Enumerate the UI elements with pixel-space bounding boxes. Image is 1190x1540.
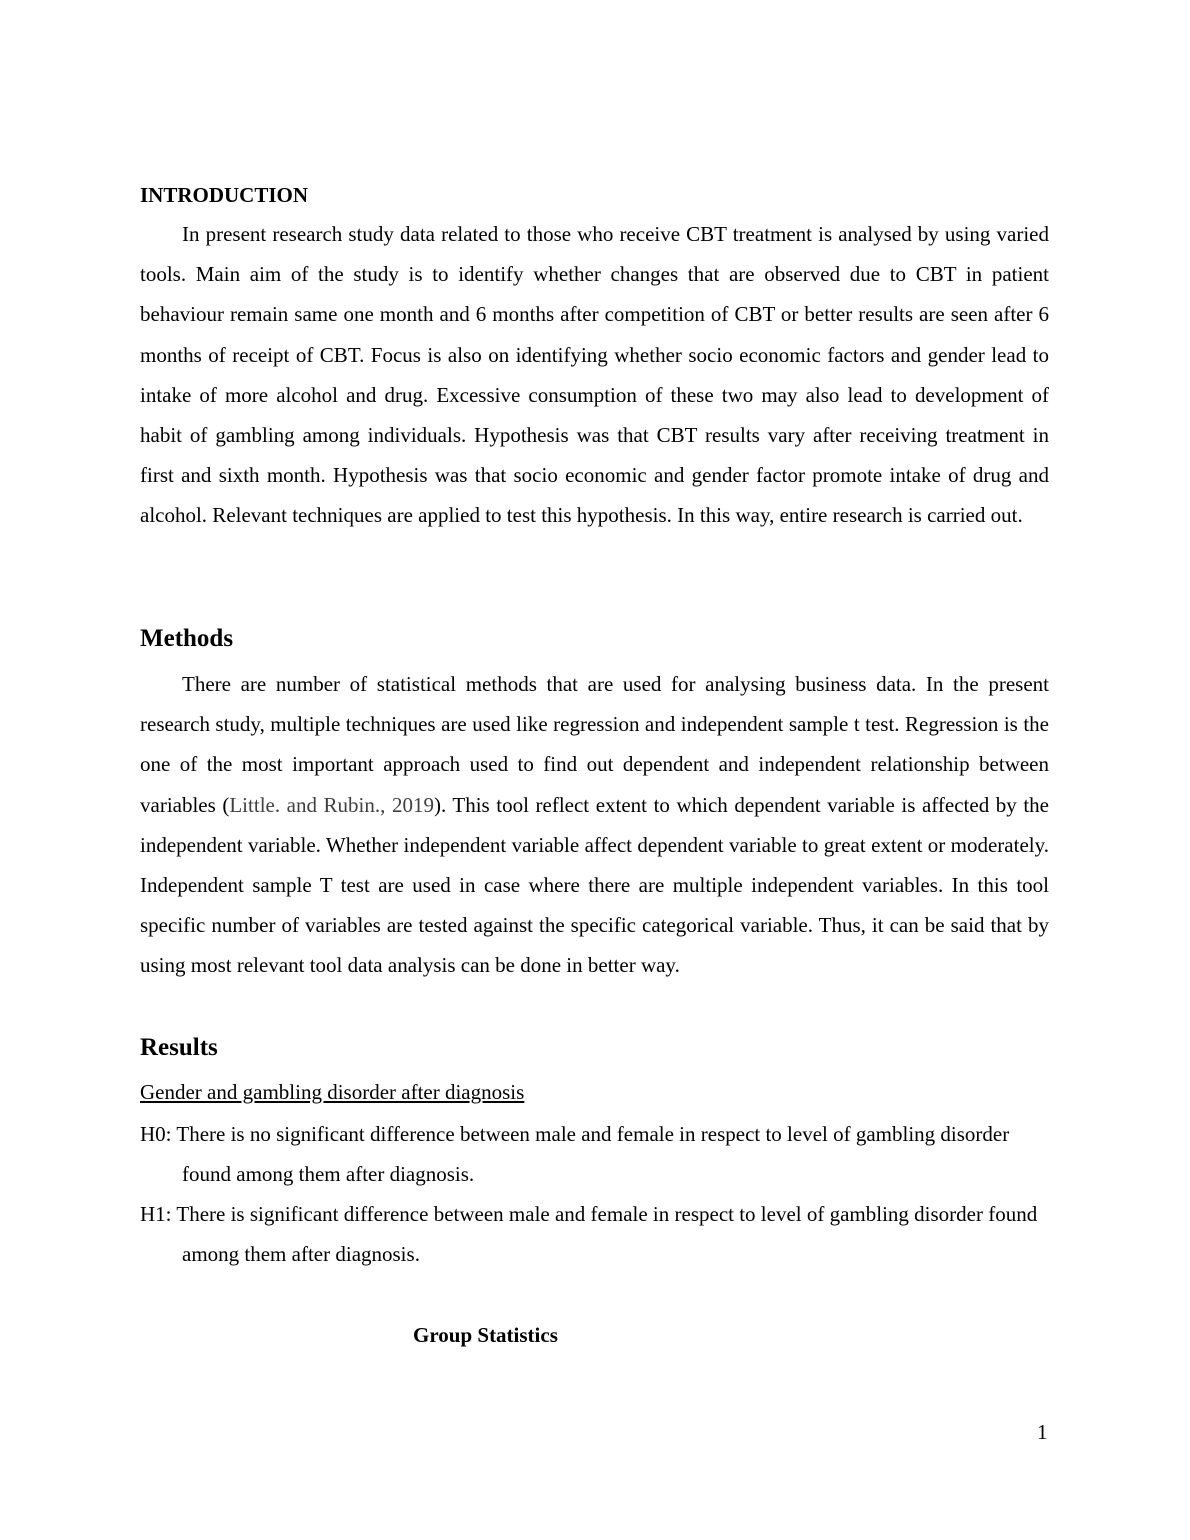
group-statistics-title: Group Statistics xyxy=(413,1323,558,1347)
citation: Little. and Rubin., 2019 xyxy=(229,792,434,817)
methods-text-part1: There are number of statistical methods that are used for analysing business data. In the present research study, multiple techniques are used like regression and independent sample t test. Regression is the one of the most important approach used to find out dependent and independent relationship between variables ( xyxy=(140,672,1049,817)
methods-text-part2: ). This tool reflect extent to which dependent variable is affected by the independent variable. Whether independent variable affect dependent variable to great extent or moderately. Independent sample T test are used in case where there are multiple independent variables. In this tool specific number of variables are tested against the specific categorical variable. Thus, it can be said that by using most relevant tool data analysis can be done in better way. xyxy=(140,792,1049,978)
methods-paragraph xyxy=(140,664,1049,986)
page-number: 1 xyxy=(1037,1420,1048,1444)
introduction-paragraph: In present research study data related to those who receive CBT treatment is analysed by using varied tools. Main aim of the study is to identify whether changes that are observed due to CBT in patient behaviour remain same one month and 6 months after competition of CBT or better results are seen after 6 months of receipt of CBT. Focus is also on identifying whether socio economic factors and gender lead to intake of more alcohol and drug. Excessive consumption of these two may also lead to development of habit of gambling among individuals. Hypothesis was that CBT results vary after receiving treatment in first and sixth month. Hypothesis was that socio economic and gender factor promote intake of drug and alcohol. Relevant techniques are applied to test this hypothesis. In this way, entire research is carried out. xyxy=(140,222,1049,528)
hypothesis-h1: H1: There is significant difference between male and female in respect to level of gambling disorder found among them after diagnosis. xyxy=(140,1202,1038,1266)
results-heading: Results xyxy=(140,1034,218,1061)
hypothesis-h0: H0: There is no significant difference between male and female in respect to level of gambling disorder found among them after diagnosis. xyxy=(140,1122,1010,1186)
methods-heading: Methods xyxy=(140,625,234,652)
introduction-heading: INTRODUCTION xyxy=(140,183,309,207)
results-subheading: Gender and gambling disorder after diagnosis xyxy=(140,1080,525,1104)
